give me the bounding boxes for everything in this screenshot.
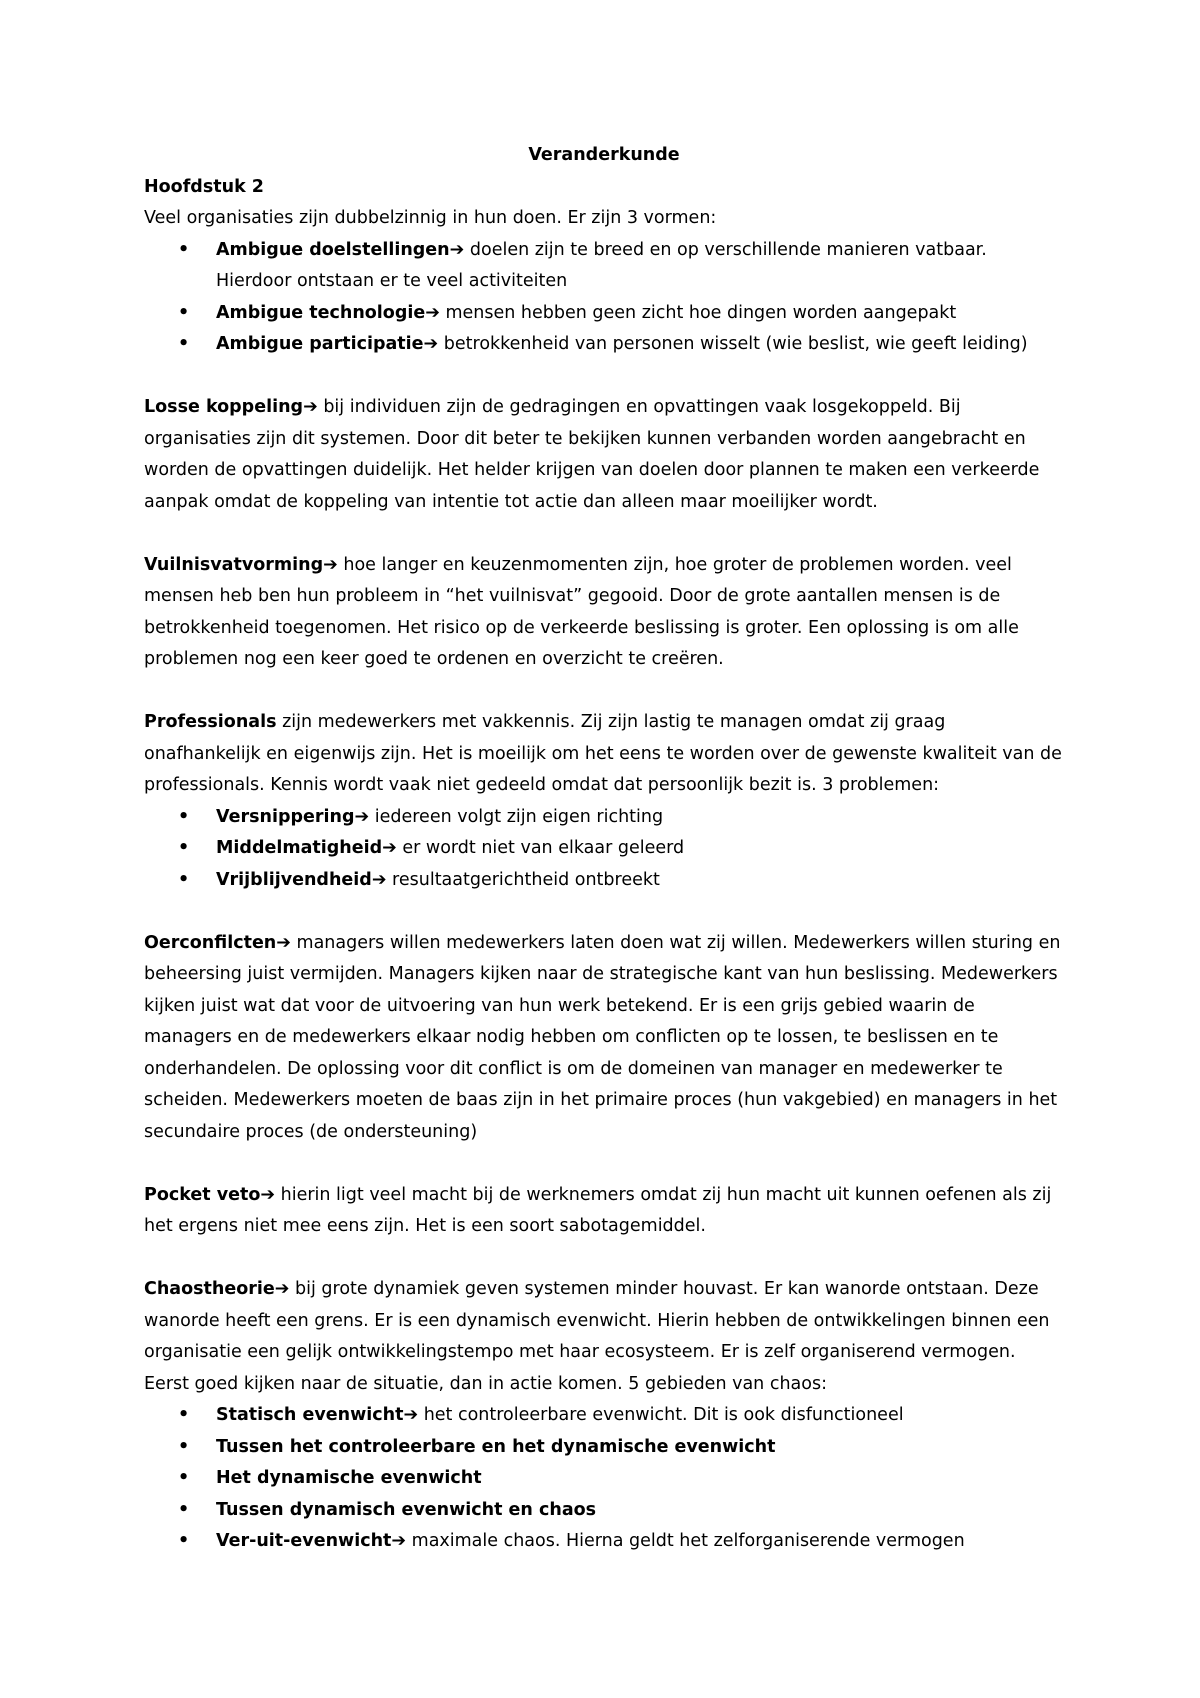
list-item [144, 1526, 1064, 1558]
list-item [144, 235, 1064, 298]
list-item [144, 865, 1064, 897]
definition: hierin ligt veel macht bij de werknemers omdat zij hun macht uit kunnen oefenen als zij het ergens niet mee eens zijn. Het is een soort sabotagemiddel. [144, 1184, 1052, 1236]
definition: hoe langer en keuzenmomenten zijn, hoe groter de problemen worden. veel mensen heb ben hun probleem in “het vuilnisvat” gegooid. Door de grote aantallen mensen is de betrokkenheid toegenomen. Het risico op de verkeerde beslissing is groter. Een oplossing is om alle problemen nog een keer goed te ordenen en overzicht te creëren. [144, 554, 1019, 669]
paragraph-vuilnisvatvorming [144, 550, 1064, 676]
paragraph-chaostheorie [144, 1274, 1064, 1400]
term: Middelmatigheid [216, 838, 383, 858]
paragraph-pocket-veto [144, 1180, 1064, 1243]
definition: zijn medewerkers met vakkennis. Zij zijn lastig te managen omdat zij graag onafhankelijk en eigenwijs zijn. Het is moeilijk om het eens te worden over de gewenste kwaliteit van de professionals. Kennis wordt vaak niet gedeeld omdat dat persoonlijk bezit is. 3 problemen: [144, 712, 1062, 795]
bullet-icon: • [178, 1499, 190, 1520]
term: Pocket veto [144, 1184, 261, 1205]
arrow-right-icon: ➔ [382, 838, 397, 858]
arrow-right-icon: ➔ [371, 869, 387, 890]
term: Ambigue technologie [216, 302, 426, 323]
definition: bij grote dynamiek geven systemen minder houvast. Er kan wanorde ontstaan. Deze wanorde heeft een grens. Er is een dynamisch evenwicht. Hierin hebben de ontwikkelingen binnen een organisatie een gelijk ontwikkelingstempo met haar ecosysteem. Er is zelf organiserend vermogen. Eerst goed kijken naar de situatie, dan in actie komen. 5 gebieden van chaos: [144, 1279, 1050, 1394]
term: Ambigue doelstellingen [216, 239, 450, 260]
definition: bij individuen zijn de gedragingen en opvattingen vaak losgekoppeld. Bij organisaties zijn dit systemen. Door dit beter te bekijken kunnen verbanden worden aangebracht en worden de opvattingen duidelijk. Het helder krijgen van doelen door plannen te maken een verkeerde aanpak omdat de koppeling van intentie tot actie dan alleen maar moeilijker wordt. [144, 397, 1040, 512]
term: Vuilnisvatvorming [144, 554, 324, 575]
bullet-icon: • [178, 302, 190, 323]
list-item [144, 1463, 1064, 1495]
term: Vrijblijvendheid [216, 869, 372, 890]
bullet-icon: • [178, 1468, 190, 1488]
arrow-right-icon: ➔ [449, 239, 465, 260]
definition: er wordt niet van elkaar geleerd [396, 838, 685, 858]
definition: maximale chaos. Hierna geldt het zelforganiserende vermogen [406, 1531, 965, 1551]
paragraph-oerconflicten [144, 928, 1064, 1149]
term: Oerconfilcten [144, 932, 277, 953]
term: Ambigue participatie [216, 334, 424, 354]
list-item [144, 329, 1064, 361]
definition: het controleerbare evenwicht. Dit is ook disfunctioneel [418, 1405, 904, 1425]
bullet-icon: • [178, 1436, 190, 1457]
arrow-right-icon: ➔ [276, 932, 291, 953]
spacer [144, 518, 1064, 550]
term: Tussen het controleerbare en het dynamische evenwicht [216, 1436, 776, 1457]
list-item [144, 1432, 1064, 1464]
definition: betrokkenheid van personen wisselt (wie beslist, wie geeft leiding) [438, 334, 1028, 354]
list-item [144, 1495, 1064, 1527]
chapter-heading: Hoofdstuk 2 [144, 176, 264, 197]
term: Losse koppeling [144, 397, 304, 417]
term: Professionals [144, 712, 277, 732]
arrow-right-icon: ➔ [425, 302, 440, 323]
spacer [144, 1148, 1064, 1180]
arrow-right-icon: ➔ [391, 1531, 407, 1551]
term: Versnippering [216, 806, 355, 827]
document-title: Veranderkunde [528, 145, 680, 165]
intro-paragraph: Veel organisaties zijn dubbelzinnig in hun doen. Er zijn 3 vormen: [144, 208, 717, 228]
arrow-right-icon: ➔ [274, 1279, 290, 1299]
ambiguity-list [144, 235, 1064, 361]
list-item [144, 1400, 1064, 1432]
arrow-right-icon: ➔ [323, 554, 338, 575]
term: Ver-uit-evenwicht [216, 1531, 392, 1551]
term: Chaostheorie [144, 1279, 275, 1299]
definition: managers willen medewerkers laten doen wat zij willen. Medewerkers willen sturing en beheersing juist vermijden. Managers kijken naar de strategische kant van hun beslissing. Medewerkers kijken juist wat dat voor de uitvoering van hun werk betekend. Er is een grijs gebied waarin de managers en de medewerkers elkaar nodig hebben om conflicten op te lossen, te beslissen en te onderhandelen. De oplossing voor dit conflict is om de domeinen van manager en medewerker te scheiden. Medewerkers moeten de baas zijn in het primaire proces (hun vakgebied) en managers in het secundaire proces (de ondersteuning) [144, 932, 1061, 1142]
bullet-icon: • [178, 869, 190, 890]
spacer [144, 896, 1064, 928]
spacer [144, 1243, 1064, 1275]
professionals-problems-list [144, 802, 1064, 897]
chaos-areas-list [144, 1400, 1064, 1558]
bullet-icon: • [178, 838, 190, 858]
definition: mensen hebben geen zicht hoe dingen worden aangepakt [439, 302, 957, 323]
paragraph-losse-koppeling [144, 392, 1064, 518]
list-item [144, 298, 1064, 330]
paragraph-professionals [144, 707, 1064, 802]
arrow-right-icon: ➔ [354, 806, 370, 827]
term: Statisch evenwicht [216, 1405, 404, 1425]
spacer [144, 676, 1064, 708]
bullet-icon: • [178, 1405, 190, 1425]
document-page [144, 140, 1064, 1558]
list-item [144, 833, 1064, 865]
definition: iedereen volgt zijn eigen richting [369, 806, 664, 827]
bullet-icon: • [178, 806, 190, 827]
bullet-icon: • [178, 239, 190, 260]
list-item [144, 802, 1064, 834]
bullet-icon: • [178, 334, 190, 354]
definition: resultaatgerichtheid ontbreekt [386, 869, 660, 890]
term: Het dynamische evenwicht [216, 1468, 482, 1488]
arrow-right-icon: ➔ [303, 397, 318, 417]
definition: doelen zijn te breed en op verschillende manieren vatbaar. Hierdoor ontstaan er te veel activiteiten [216, 239, 987, 291]
term: Tussen dynamisch evenwicht en chaos [216, 1499, 597, 1520]
arrow-right-icon: ➔ [403, 1405, 419, 1425]
bullet-icon: • [178, 1531, 190, 1551]
arrow-right-icon: ➔ [260, 1184, 276, 1205]
spacer [144, 361, 1064, 393]
arrow-right-icon: ➔ [423, 334, 439, 354]
